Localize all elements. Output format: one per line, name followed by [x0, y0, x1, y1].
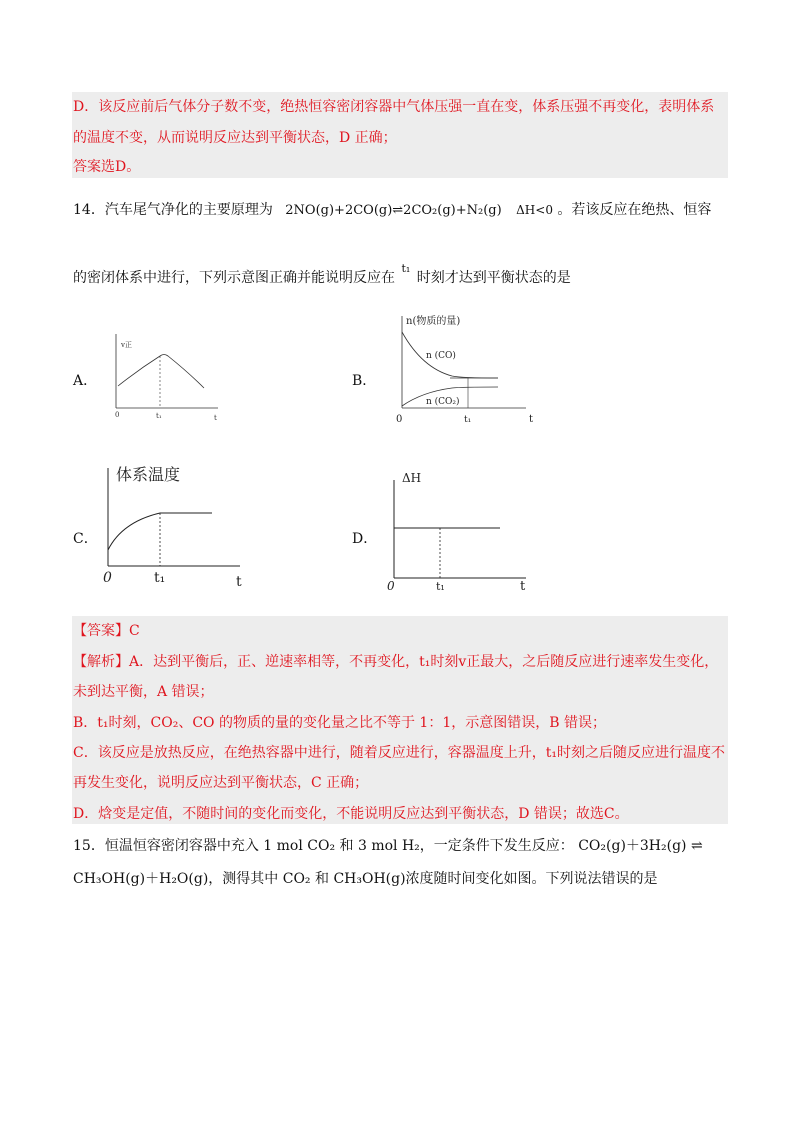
graph-c-origin: 0 — [103, 570, 112, 586]
graph-b-origin: 0 — [396, 414, 403, 425]
graph-b-xlabel: t — [529, 414, 534, 425]
analysis-c-line-1: C．该反应是放热反应，在绝热容器中进行，随着反应进行，容器温度上升，t₁时刻之后随反应进行温度不 — [73, 745, 725, 761]
graph-c — [98, 458, 258, 588]
q14-equation: 2NO(g)+2CO(g)⇌2CO₂(g)+N₂(g) — [285, 203, 502, 218]
q14-line2-a: 的密闭体系中进行，下列示意图正确并能说明反应在 — [73, 270, 395, 286]
analysis-b: B．t₁时刻，CO₂、CO 的物质的量的变化量之比不等于 1：1，示意图错误，B 错误； — [73, 715, 606, 731]
analysis-a-line-1: 【解析】A．达到平衡后，正、逆速率相等，不再变化，t₁时刻v正最大，之后随反应进行速率发生变化， — [73, 654, 719, 670]
graph-c-ylabel: 体系温度 — [116, 465, 181, 484]
q14-line2-b: 时刻才达到平衡状态的是 — [416, 270, 571, 286]
graph-c-t1: t₁ — [154, 570, 166, 586]
analysis-d: D．焓变是定值，不随时间的变化而变化，不能说明反应达到平衡状态，D 错误；故选C。 — [73, 806, 629, 822]
q14-delta-h: ΔH<0 — [516, 203, 553, 217]
graph-d — [384, 466, 544, 594]
analysis-a-line-2: 未到达平衡，A 错误； — [73, 684, 214, 700]
graph-b-curve1: n (CO) — [426, 351, 456, 361]
q14-t1: t₁ — [401, 262, 411, 275]
prev-answer-line-2: 的温度不变，从而说明反应达到平衡状态，D 正确； — [73, 130, 397, 146]
q14-line-2 — [73, 262, 571, 289]
q14-line-1 — [73, 200, 711, 221]
option-c-label: C． — [73, 531, 98, 547]
graph-a-xlabel: t — [214, 414, 217, 422]
graph-b-ylabel: n(物质的量) — [406, 316, 461, 327]
q14-tail: 。若该反应在绝热、恒容 — [557, 202, 712, 218]
option-b-label: B． — [352, 373, 377, 389]
option-a-label: A． — [73, 373, 98, 389]
graph-b — [392, 310, 542, 430]
graph-a-origin: 0 — [115, 411, 120, 419]
q15-line-1: 15．恒温恒容密闭容器中充入 1 mol CO₂ 和 3 mol H₂，一定条件下发生反应： CO₂(g)＋3H₂(g) ⇌ — [73, 838, 703, 854]
graph-d-t1: t₁ — [436, 580, 445, 593]
graph-b-curve2: n (CO₂) — [426, 397, 460, 407]
graph-b-t1: t₁ — [464, 415, 472, 425]
graph-a-ylabel: v正 — [121, 341, 132, 349]
graph-d-ylabel: ΔH — [402, 471, 422, 485]
graph-d-xlabel: t — [520, 579, 526, 594]
graph-a — [108, 328, 228, 428]
graph-d-origin: 0 — [387, 579, 395, 593]
graph-a-t1: t₁ — [156, 412, 162, 420]
prev-answer-line-3: 答案选D。 — [73, 159, 141, 175]
analysis-c-line-2: 再发生变化，说明反应达到平衡状态，C 正确； — [73, 775, 369, 791]
option-d-label: D． — [352, 531, 378, 547]
q14-lead: 14．汽车尾气净化的主要原理为 — [73, 202, 273, 218]
answer-label: 【答案】C — [73, 623, 140, 639]
prev-answer-line-1: D．该反应前后气体分子数不变，绝热恒容密闭容器中气体压强一直在变，体系压强不再变化，表明体系 — [73, 99, 715, 115]
q15-line-2: CH₃OH(g)＋H₂O(g)，测得其中 CO₂ 和 CH₃OH(g)浓度随时间变化如图。下列说法错误的是 — [73, 871, 658, 887]
graph-c-xlabel: t — [236, 574, 242, 588]
